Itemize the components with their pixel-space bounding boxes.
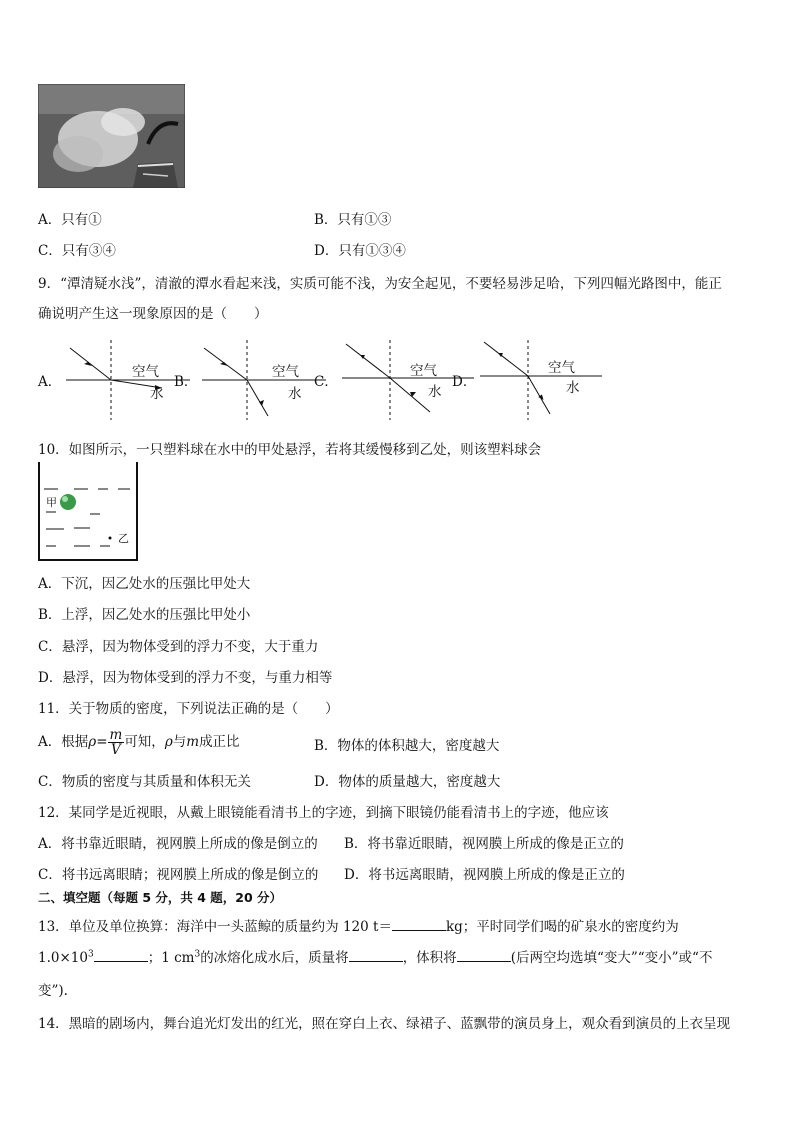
q13-p3-sup: 3 bbox=[87, 949, 94, 960]
q11-a-suffix: 成正比 bbox=[199, 734, 240, 750]
q13-p4: ；1 cm bbox=[147, 950, 195, 966]
q10-container-diagram bbox=[38, 462, 138, 562]
q13-blank-1[interactable] bbox=[392, 918, 446, 931]
q11-v: V bbox=[111, 742, 121, 758]
q11-option-b: B．物体的体积越大，密度越大 bbox=[314, 738, 500, 754]
q13-p6: ，体积将 bbox=[402, 950, 457, 966]
q10-stem: 10．如图所示，一只塑料球在水中的甲处悬浮，若将其缓慢移到乙处，则该塑料球会 bbox=[38, 442, 542, 458]
q10-label-yi: 乙 bbox=[118, 532, 129, 545]
q14-stem: 14．黑暗的剧场内，舞台追光灯发出的红光，照在穿白上衣、绿裙子、蓝飘带的演员身上，观众看到演员的上衣呈现 bbox=[38, 1016, 731, 1032]
q13-p4-sup: 3 bbox=[194, 949, 201, 960]
q9-water-a: 水 bbox=[150, 386, 164, 402]
q11-a-with: 与 bbox=[172, 734, 187, 750]
q8-option-b: B．只有①③ bbox=[314, 212, 392, 228]
q13-p1: 13．单位及单位换算：海洋中一头蓝鲸的质量约为 120 t＝ bbox=[38, 919, 392, 935]
q13-blank-4[interactable] bbox=[457, 949, 511, 962]
q10-option-c: C．悬浮，因为物体受到的浮力不变，大于重力 bbox=[38, 639, 319, 655]
q12-option-d: D．将书远离眼睛，视网膜上所成的像是正立的 bbox=[344, 867, 625, 883]
q10-option-a: A．下沉，因乙处水的压强比甲处大 bbox=[38, 576, 251, 592]
q8-option-c: C．只有③④ bbox=[38, 243, 116, 259]
q13-line3: 变”). bbox=[38, 983, 68, 999]
q9-air-a: 空气 bbox=[132, 364, 159, 380]
q13-p3: 1.0×10 bbox=[38, 950, 88, 966]
q13-p2: kg；平时同学们喝的矿泉水的密度约为 bbox=[445, 919, 679, 935]
q11-rho: ρ bbox=[88, 734, 97, 750]
q9-water-c: 水 bbox=[428, 384, 442, 400]
q9-diagram-b bbox=[198, 340, 328, 420]
q9-diagram-d bbox=[476, 340, 606, 420]
q11-a-mid: 可知， bbox=[124, 734, 165, 750]
q9-diagram-a bbox=[62, 340, 192, 420]
q12-stem: 12．某同学是近视眼，从戴上眼镜能看清书上的字迹，到摘下眼镜仍能看清书上的字迹，他应该 bbox=[38, 805, 609, 821]
q10-option-d: D．悬浮，因为物体受到的浮力不变，与重力相等 bbox=[38, 670, 333, 686]
q9-air-d: 空气 bbox=[548, 360, 575, 376]
q10-option-b: B．上浮，因乙处水的压强比甲处小 bbox=[38, 607, 251, 623]
experiment-photo bbox=[38, 84, 185, 188]
q9-air-b: 空气 bbox=[272, 364, 299, 380]
q11-fraction bbox=[108, 728, 125, 757]
q13-p5: 的冰熔化成水后，质量将 bbox=[200, 950, 349, 966]
q11-a-prefix: A．根据 bbox=[38, 734, 89, 750]
q12-option-c: C．将书远离眼睛；视网膜上所成的像是倒立的 bbox=[38, 867, 319, 883]
q13-line2 bbox=[38, 946, 712, 966]
q9-label-b: B． bbox=[174, 374, 198, 390]
q9-water-d: 水 bbox=[566, 380, 580, 396]
q13-line1 bbox=[38, 915, 679, 935]
q12-option-b: B．将书靠近眼睛，视网膜上所成的像是正立的 bbox=[344, 836, 624, 852]
q10-label-jia: 甲 bbox=[46, 496, 57, 509]
q11-option-d: D．物体的质量越大，密度越大 bbox=[314, 774, 501, 790]
q9-stem-line2: 确说明产生这一现象原因的是（ ） bbox=[38, 306, 268, 322]
q11-option-c: C．物质的密度与其质量和体积无关 bbox=[38, 774, 251, 790]
q13-blank-2[interactable] bbox=[94, 949, 148, 962]
q11-stem: 11．关于物质的密度，下列说法正确的是（ ） bbox=[38, 701, 339, 717]
section2-title: 二、填空题（每题 5 分，共 4 题，20 分） bbox=[38, 890, 283, 905]
q8-option-a: A．只有① bbox=[38, 212, 102, 228]
q13-blank-3[interactable] bbox=[349, 949, 403, 962]
q11-option-a bbox=[38, 726, 240, 758]
q9-label-c: C． bbox=[314, 374, 338, 390]
q9-stem-line1: 9．“潭清疑水浅”，清澈的潭水看起来浅，实质可能不浅，为安全起见，不要轻易涉足哈，下列四幅光路图中，能正 bbox=[38, 276, 722, 292]
q11-eq: = bbox=[96, 734, 108, 750]
q13-p7: (后两空均选填“变大”“变小”或“不 bbox=[510, 950, 713, 966]
q11-rho2: ρ bbox=[164, 734, 173, 750]
q9-diagrams bbox=[38, 340, 598, 420]
q9-air-c: 空气 bbox=[410, 363, 437, 379]
q11-m: m bbox=[109, 727, 123, 743]
q11-m2: m bbox=[186, 734, 200, 750]
q12-option-a: A．将书靠近眼睛，视网膜上所成的像是倒立的 bbox=[38, 836, 318, 852]
q8-option-d: D．只有①③④ bbox=[314, 243, 406, 259]
q9-label-d: D． bbox=[452, 374, 477, 390]
q9-water-b: 水 bbox=[288, 386, 302, 402]
q9-label-a: A． bbox=[38, 374, 62, 390]
